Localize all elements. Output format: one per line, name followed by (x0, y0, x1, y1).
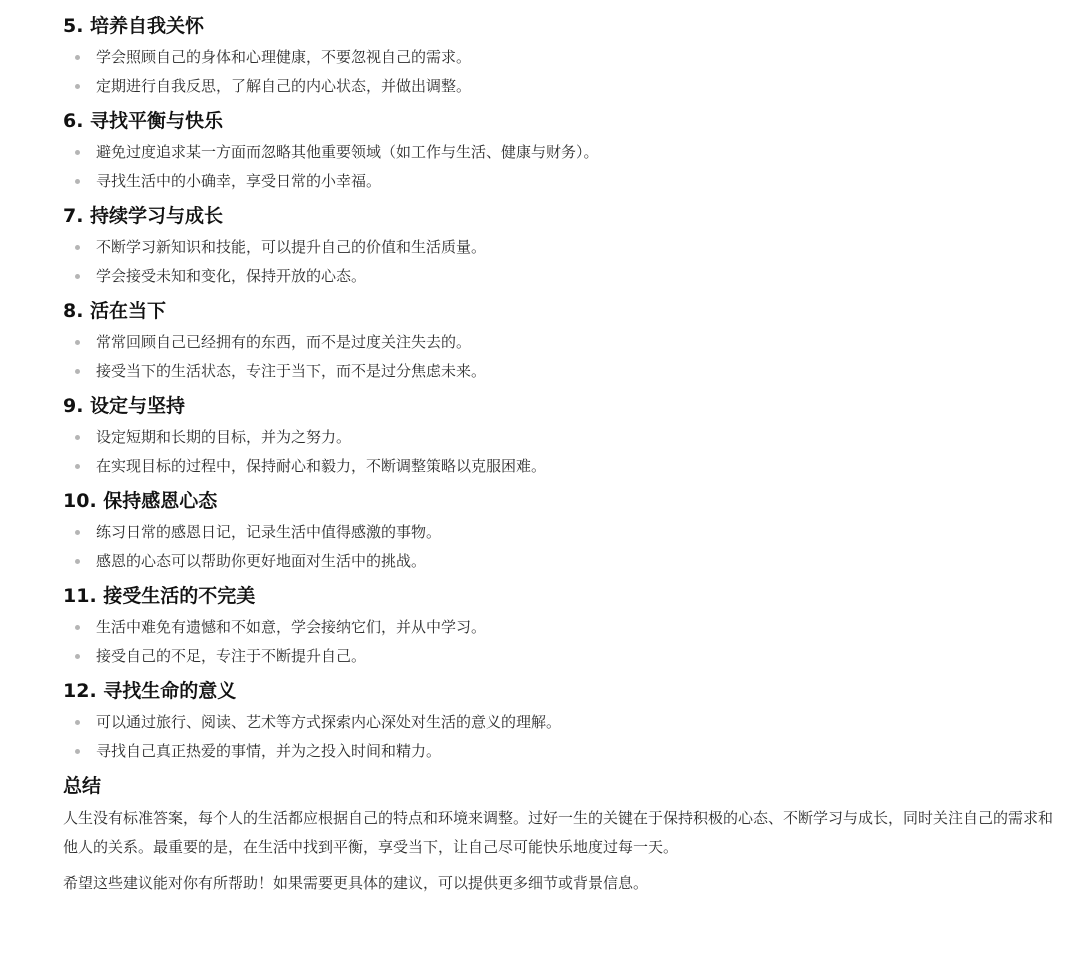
bullet-dot-icon (75, 435, 80, 440)
section (63, 107, 1053, 196)
list-item (63, 43, 1053, 72)
section (63, 297, 1053, 386)
section-title: 9. 设定与坚持 (63, 395, 186, 417)
bullet-list (63, 518, 1053, 576)
bullet-list (63, 233, 1053, 291)
bullet-dot-icon (75, 559, 80, 564)
bullet-list (63, 43, 1053, 101)
section (63, 12, 1053, 101)
bullet-dot-icon (75, 369, 80, 374)
summary-section (63, 772, 1053, 898)
section (63, 487, 1053, 576)
list-item-text: 学会照顾自己的身体和心理健康，不要忽视自己的需求。 (96, 48, 472, 66)
summary-title: 总结 (63, 775, 102, 797)
bullet-list (63, 423, 1053, 481)
list-item (63, 423, 1053, 452)
bullet-dot-icon (75, 464, 80, 469)
section-title: 11. 接受生活的不完美 (63, 585, 256, 607)
closing-paragraph: 希望这些建议能对你有所帮助！如果需要更具体的建议，可以提供更多细节或背景信息。 (63, 874, 649, 892)
list-item-text: 避免过度追求某一方面而忽略其他重要领域（如工作与生活、健康与财务）。 (96, 143, 599, 161)
section (63, 677, 1053, 766)
sections-container (63, 12, 1053, 766)
list-item-text: 接受自己的不足，专注于不断提升自己。 (96, 647, 367, 665)
bullet-dot-icon (75, 150, 80, 155)
list-item (63, 518, 1053, 547)
section-title: 8. 活在当下 (63, 300, 167, 322)
list-item (63, 138, 1053, 167)
bullet-dot-icon (75, 530, 80, 535)
list-item-text: 常常回顾自己已经拥有的东西，而不是过度关注失去的。 (96, 333, 472, 351)
list-item-text: 定期进行自我反思，了解自己的内心状态，并做出调整。 (96, 77, 472, 95)
list-item (63, 452, 1053, 481)
section (63, 392, 1053, 481)
list-item (63, 262, 1053, 291)
list-item (63, 737, 1053, 766)
list-item (63, 233, 1053, 262)
bullet-dot-icon (75, 625, 80, 630)
section-title: 7. 持续学习与成长 (63, 205, 224, 227)
bullet-dot-icon (75, 654, 80, 659)
list-item-text: 在实现目标的过程中，保持耐心和毅力，不断调整策略以克服困难。 (96, 457, 547, 475)
list-item-text: 接受当下的生活状态，专注于当下，而不是过分焦虑未来。 (96, 362, 487, 380)
list-item-text: 可以通过旅行、阅读、艺术等方式探索内心深处对生活的意义的理解。 (96, 713, 562, 731)
bullet-dot-icon (75, 749, 80, 754)
bullet-list (63, 613, 1053, 671)
bullet-list (63, 708, 1053, 766)
list-item (63, 167, 1053, 196)
bullet-list (63, 328, 1053, 386)
list-item-text: 设定短期和长期的目标，并为之努力。 (96, 428, 352, 446)
list-item (63, 642, 1053, 671)
list-item (63, 547, 1053, 576)
summary-paragraph: 人生没有标准答案，每个人的生活都应根据自己的特点和环境来调整。过好一生的关键在于保持积极的心态、不断学习与成长，同时关注自己的需求和他人的关系。最重要的是，在生活中找到平衡，享受当下，让自己尽可能快乐地度过每一天。 (63, 809, 1054, 856)
list-item-text: 学会接受未知和变化，保持开放的心态。 (96, 267, 367, 285)
list-item-text: 生活中难免有遗憾和不如意，学会接纳它们，并从中学习。 (96, 618, 487, 636)
section-title: 10. 保持感恩心态 (63, 490, 218, 512)
list-item-text: 寻找自己真正热爱的事情，并为之投入时间和精力。 (96, 742, 442, 760)
bullet-dot-icon (75, 274, 80, 279)
list-item (63, 357, 1053, 386)
list-item (63, 72, 1053, 101)
section-title: 5. 培养自我关怀 (63, 15, 205, 37)
bullet-list (63, 138, 1053, 196)
list-item-text: 寻找生活中的小确幸，享受日常的小幸福。 (96, 172, 382, 190)
section (63, 582, 1053, 671)
bullet-dot-icon (75, 340, 80, 345)
section-title: 12. 寻找生命的意义 (63, 680, 237, 702)
bullet-dot-icon (75, 55, 80, 60)
document-body (63, 12, 1053, 905)
list-item-text: 练习日常的感恩日记，记录生活中值得感激的事物。 (96, 523, 442, 541)
section-title: 6. 寻找平衡与快乐 (63, 110, 224, 132)
list-item (63, 613, 1053, 642)
section (63, 202, 1053, 291)
bullet-dot-icon (75, 84, 80, 89)
bullet-dot-icon (75, 245, 80, 250)
list-item (63, 328, 1053, 357)
list-item-text: 不断学习新知识和技能，可以提升自己的价值和生活质量。 (96, 238, 487, 256)
bullet-dot-icon (75, 179, 80, 184)
list-item (63, 708, 1053, 737)
list-item-text: 感恩的心态可以帮助你更好地面对生活中的挑战。 (96, 552, 427, 570)
bullet-dot-icon (75, 720, 80, 725)
